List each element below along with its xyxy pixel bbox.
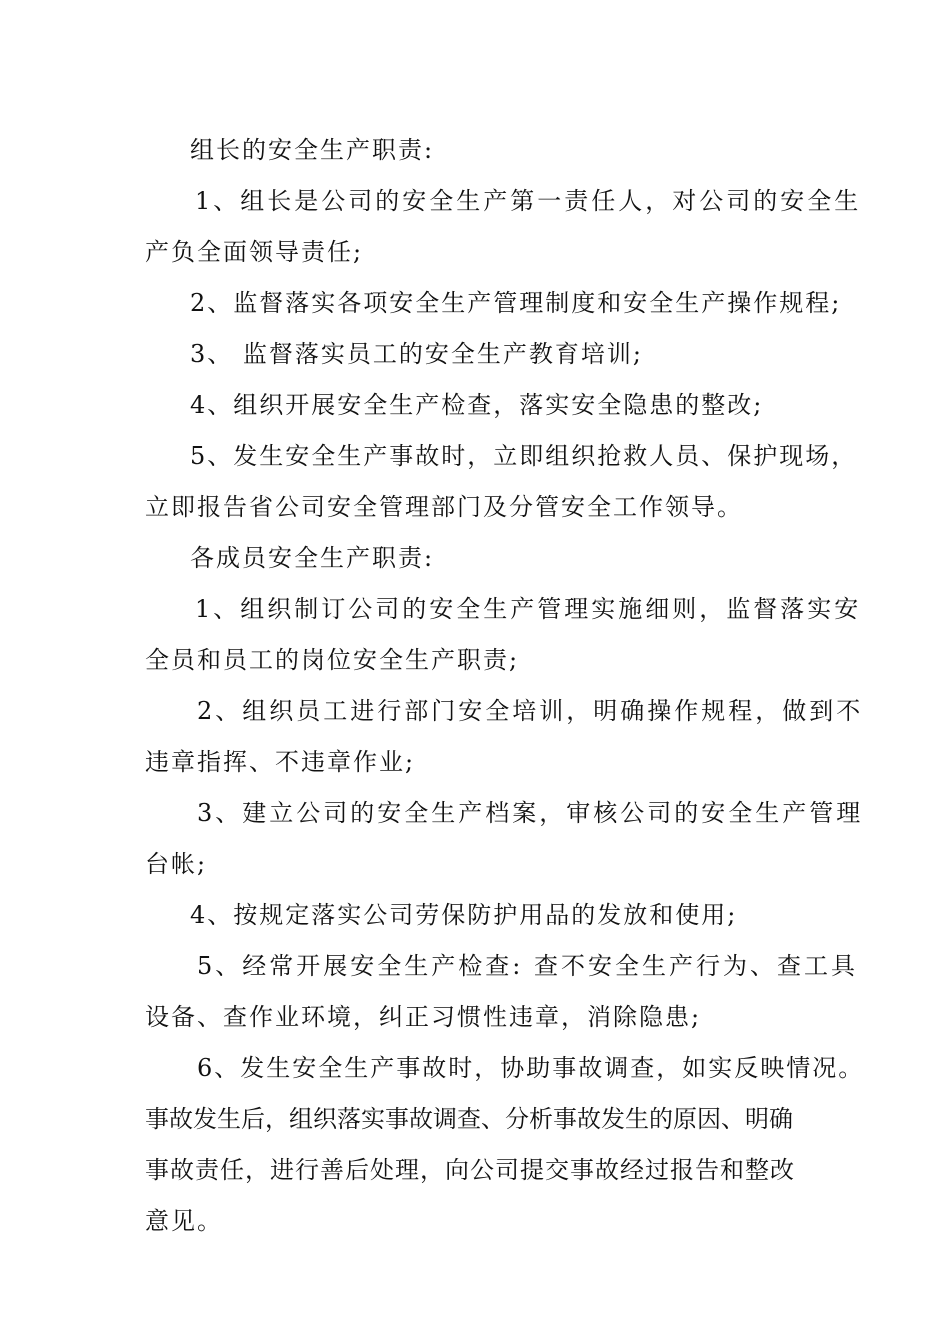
section-heading-members: 各成员安全生产职责: (190, 544, 435, 572)
paragraph-line: 4、组织开展安全生产检查，落实安全隐患的整改; (190, 391, 764, 419)
paragraph-line: 6、发生安全生产事故时，协助事故调查，如实反映情况。 (197, 1054, 865, 1082)
paragraph-line: 5、发生安全生产事故时，立即组织抢救人员、保护现场， (190, 442, 858, 470)
paragraph-line: 事故发生后，组织落实事故调查、分析事故发生的原因、明确 (145, 1105, 793, 1133)
document-body (145, 125, 865, 1247)
paragraph-line: 1、组织制订公司的安全生产管理实施细则，监督落实安 (195, 595, 862, 623)
paragraph-line: 3、 监督落实员工的安全生产教育培训; (190, 340, 643, 368)
paragraph-line: 产负全面领导责任; (145, 238, 364, 266)
section-heading-leader: 组长的安全生产职责: (190, 136, 435, 164)
paragraph-line: 设备、查作业环境，纠正习惯性违章，消除隐患; (145, 1003, 702, 1031)
paragraph-line: 1、组长是公司的安全生产第一责任人，对公司的安全生 (195, 187, 862, 215)
paragraph-line: 立即报告省公司安全管理部门及分管安全工作领导。 (145, 493, 743, 521)
paragraph-line: 4、按规定落实公司劳保防护用品的发放和使用; (190, 901, 738, 929)
paragraph-line: 全员和员工的岗位安全生产职责; (145, 646, 520, 674)
paragraph-line: 意见。 (145, 1207, 223, 1235)
paragraph-line: 5、经常开展安全生产检查: 查不安全生产行为、查工具 (197, 952, 858, 980)
paragraph-line: 2、组织员工进行部门安全培训，明确操作规程，做到不 (197, 697, 864, 725)
paragraph-line: 2、监督落实各项安全生产管理制度和安全生产操作规程; (190, 289, 842, 317)
paragraph-line: 3、建立公司的安全生产档案，审核公司的安全生产管理 (197, 799, 864, 827)
paragraph-line: 事故责任，进行善后处理，向公司提交事故经过报告和整改 (145, 1156, 795, 1184)
paragraph-line: 违章指挥、不违章作业; (145, 748, 416, 776)
paragraph-line: 台帐; (145, 850, 208, 878)
